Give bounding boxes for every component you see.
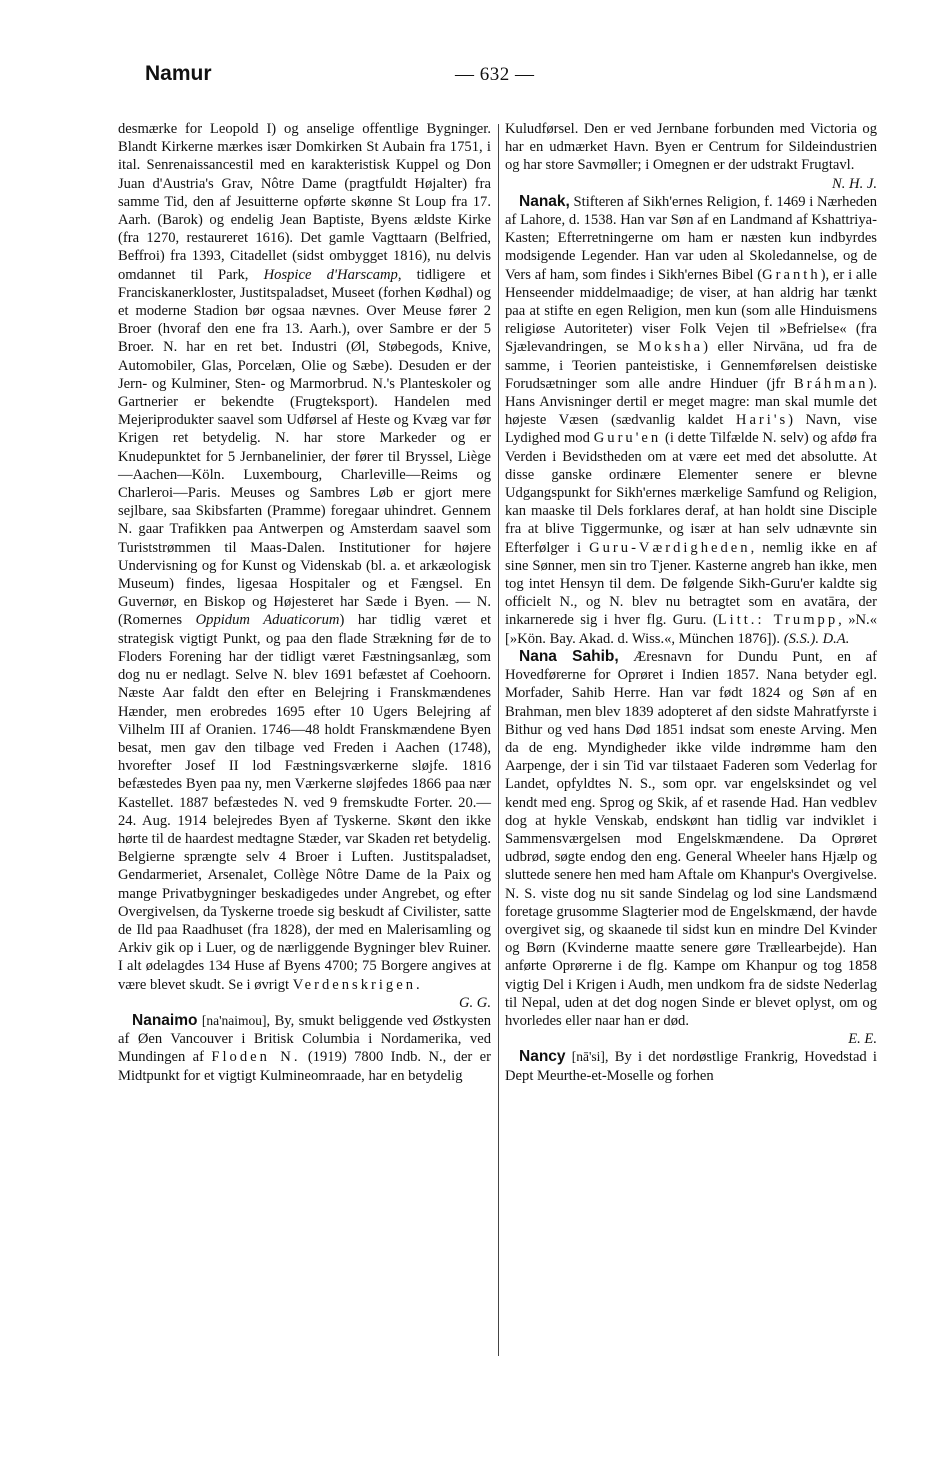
entry-text: , »N.« [»Kön. Bay. Akad. d. Wiss.«, München 1876]). [505,612,877,647]
entry-text: , By i det nordøstlige Frankrig, Hovedstad i Dept Meurthe-et-Moselle og forhen [505,1049,877,1084]
entry-text: ). Hans Anvisninger dertil er meget magre: man skal mumle det højeste Væsen (sædvanlig kaldet [505,375,877,429]
cross-reference: Moksha [638,339,704,356]
entry-text: desmærke for Leopold I) og anselige offentlige Bygninger. Blandt Kirkerne mærkes især Domkirken St Aubain fra 1751, i ital. Senrenaissancestil med en karakteristisk Kuppel og Don Juan d'Austria's Grav, Nôtre Dame (pragtfuldt Højalter) fra samme Tid, den af Jesuitterne opførte skønne St Loup fra 17. Aarh. (Barok) og endelig Jean Baptiste, Byens ældste Kirke (fra 1270, restaureret 1616). Det gamle Vagttaarn (Belfried, Beffroi) fra 1393, Citadellet (sidst ombygget 1816), nu delvis omdannet til Park, [118,121,491,283]
italic-term: Hospice d'Harscamp [263,266,398,283]
entry-nana-sahib [505,648,877,1030]
spaced-term: Granth [762,266,821,283]
entry-text: Stifteren af Sikh'ernes Religion, f. 1469 i Nærheden af Lahore, d. 1538. Han var Søn af en Landmand af Kshattriya-Kasten; Efterretningerne om ham er næsten kun indbyrdes modsigende Legender. Han var uden al Skoledannelse, og de Vers af ham, som findes i Sikh'ernes Bibel ( [505,193,877,283]
author-signature: (S.S.). D.A. [783,630,850,647]
entry-text: (1919) 7800 Indb. N., der er Midtpunkt for et vigtigt Kulmineomraade, har en betydelig [118,1049,491,1084]
italic-term: Oppidum Aduaticorum [195,612,340,629]
entry-nancy [505,1048,877,1084]
entry-text: ) har tidlig været et strategisk vigtigt Punkt, og paa den flade Strækning før de to Floders Forening har der tidligt været Fæstningsanlæg, som dog nu er nedlagt. Selve N. blev 1691 befæstet af Coehoorn. Næste Aar faldt den efter en Belejring i Franskmændenes Hænder, men erobredes 1695 efter 10 Ugers Belejring af Vilhelm III af Oranien. 1746—48 holdt Franskmændene Byen besat, men gav den tilbage ved Freden i Aachen (1748), hvorefter Josef II lod Fæstningsværkerne sløjfe. 1816 befæstedes Byen paa ny, men Værkerne sløjfedes 1866 paa nær Kastellet. 1887 befæstedes N. ved 9 fremskudte Forter. 20.—24. Aug. 1914 belejredes Byen af Tyskerne. Skønt den ikke hørte til de haardest medtagne Stæder, var Skaden ret betydelig. Belgierne sprængte selv 4 Broer i Luften. Justitspaladset, Gendarmeriet, Arsenalet, Collège Nôtre Dame de la Paix og mange Privatbygninger beskadigedes under Angrebet, og efter Overgivelsen, da Tyskerne troede sig beskudt af Civilister, satte de Ild paa Raadhuset (fra 1828), der med en Malerisamling og Arkiv gik op i Luer, og de nærliggende Bygninger blev Ruiner. I alt ødelagdes 134 Huse af Byens 4700; 75 Borgere angives at være blevet skudt. Se i øvrigt [118,612,491,993]
running-header [145,62,877,92]
entry-text: ) eller Nirvāna, ud fra de samme, i Teorien panteistiske, i Gennemførelsen deistiske Forudsætninger som alle andre Hinduer (jfr [505,339,877,392]
spaced-term: Hari's [735,412,789,429]
page-number: — 632 — [455,64,535,85]
column-divider [498,124,499,1356]
entry-text: . [416,976,420,993]
entry-nanak [505,193,877,648]
cross-reference: Verdenskrigen [292,976,416,993]
headword: Nanaimo [132,1011,198,1029]
spaced-term: Floden N. [211,1049,301,1066]
entry-text: , tidligere et Franciskanerkloster, Justitspaladset, Museet (forhen Kødhal) og et moderne Stadion bør ogsaa nævnes. Over Meuse fører 2 Broer (hvoraf den ene fra 13. Aarh.), over Sambre er der 5 Broer. N. har en ret bet. Industri (Øl, Støbegods, Knive, Automobiler, Glas, Porcelæn, Olie og Sæbe). Desuden er der Jern- og Kulminer, Sten- og Marmorbrud. N.'s Planteskoler og Gartnerier er bekendte (Frugteksport). Handelen med Mejeriprodukter saavel som Udførsel af Heste og Kvæg var før Krigen ret betydelig. N. har store Markeder og er Knudepunktet for 5 Jernbanelinier, der fører til Bryssel, Liège—Aachen—Köln. Luxembourg, Charleville—Reims og Charleroi—Paris. Meuses og Sambres Løb er gjort mere sejlbare, saa Skibsfarten (Pramme) foregaar uhindret. Gennem N. gaar Trafikken paa Antwerpen og Amsterdam saavel som Turiststrømmen til Maas-Dalen. Institutioner for højere Undervisning og for Kunst og Videnskab (bl. a. et arkæologisk Museum) findes, ligesaa Hospitaler og et Fængsel. En Guvernør, en Biskop og Højesteret har Sæde i Byen. — N. (Romernes [118,266,491,629]
entry-text: Æresnavn for Dundu Punt, en af Hovedførerne for Oprøret i Indien 1857. Nana betyder egl. Morfader, Sahib Herre. Han var født 1824 og Søn af en Brahman, men blev 1839 adopteret af den sidste Mahratfyrste i Bithur og ved hans Død 1851 indsat som eneste Arving. Men da de eng. Myndigheder ikke vilde indrømme ham den Aarpenge, der i sin Tid var tilstaaet Faderen som Vederlag for Landet, opfyldtes N. S., som opr. var engelsksindet og vel kendt med eng. Sprog og Skik, af et rasende Had. Han vedblev dog at hykle Venskab, endskønt han tidlig var indviklet i Sammensværgelsen mod Engelskmændene. Da Oprøret udbrød, søgte endog den eng. General Wheeler hans Hjælp og sluttede senere hen med ham Aftale om Khanpur's Overgivelse. N. S. viste dog nu sit sande Sindelag og lod sine Landsmænd foretage grusomme Slagterier mod de Engelskmænd, der havde overgivet sig, og skaanede til sidst kun en mindre Del Kvinder og Børn (Kvinderne maatte senere gøre Trællearbejde). Han anførte Oprørerne i de flg. Kampe om Khanpur og tog 1858 vigtig Del i Krigen i Audh, men undkom fra de sidste Nederlag til Nepal, uden at det dog nogen Sinde er blevet oplyst, om og hvorledes eller naar han er død. [505,648,877,1029]
entry-text: ) Navn, vise Lydighed mod [505,412,877,447]
author-signature: E. E. [848,1031,877,1048]
spaced-term: Guru-Værdigheden [589,539,751,556]
headword: Nanak, [519,192,570,210]
author-signature: G. G. [458,994,491,1011]
entry-text: , nemlig ikke en af sine Sønner, men sin tro Tjener. Kasterne angreb han ikke, men tog intet Hensyn til dem. De følgende Sikh-Guru'er kaldte sig officielt N., og N. blev nu betragtet som en avatāra, der inkarnerede sig i hver flg. Guru. ( [505,539,877,629]
left-column [118,120,491,1085]
headword: Nana Sahib, [519,647,619,665]
entry-nanaimo [118,1012,491,1085]
pronunciation: [nā'si] [571,1049,605,1065]
headword: Nancy [519,1048,566,1066]
author-signature: N. H. J. [832,175,877,192]
cross-reference: Bráhman [793,375,869,392]
entry-nanaimo-continued: Kuludførsel. Den er ved Jernbane forbunden med Victoria og har en udmærket Havn. Byen er Centrum for Sildeindustrien og har store Savmøller; i Omegnen er der udstrakt Frugtavl. [505,121,877,174]
entry-text: ), er i alle Henseender middelmaadige; de viser, at han aldrig har tænkt paa at stifte en egen Religion, men kun (som alle Hinduismens religiøse Autoriteter) viser Folk Vejen til »Befrielse« (fra Sjælevandringen, se [505,266,877,356]
spaced-term: Guru'en [593,430,662,447]
entry-text: , By, smukt beliggende ved Østkysten af Øen Vancouver i Britisk Columbia i Nordamerika, ved Mundingen af [118,1012,491,1066]
pronunciation: [na'naimou] [201,1012,267,1028]
right-column [505,120,877,1085]
running-head-word: Namur [145,62,212,85]
literature-reference: Litt.: Trumpp [717,612,839,629]
entry-namur-continued [118,120,491,994]
entry-text: (i dette Tilfælde N. selv) og afdø fra Verden i Bevidstheden om at være eet med det absolutte. At disse ganske ordinære Elementer senere er blevne Udgangspunkt for Sikh'ernes mærkelige Samfund og Religion, kan maaske til Dels forklares deraf, at han holdt sine Disciple fra at blive Tiggermunke, og især at han selv udnævnte sin Efterfølger i [505,430,877,556]
